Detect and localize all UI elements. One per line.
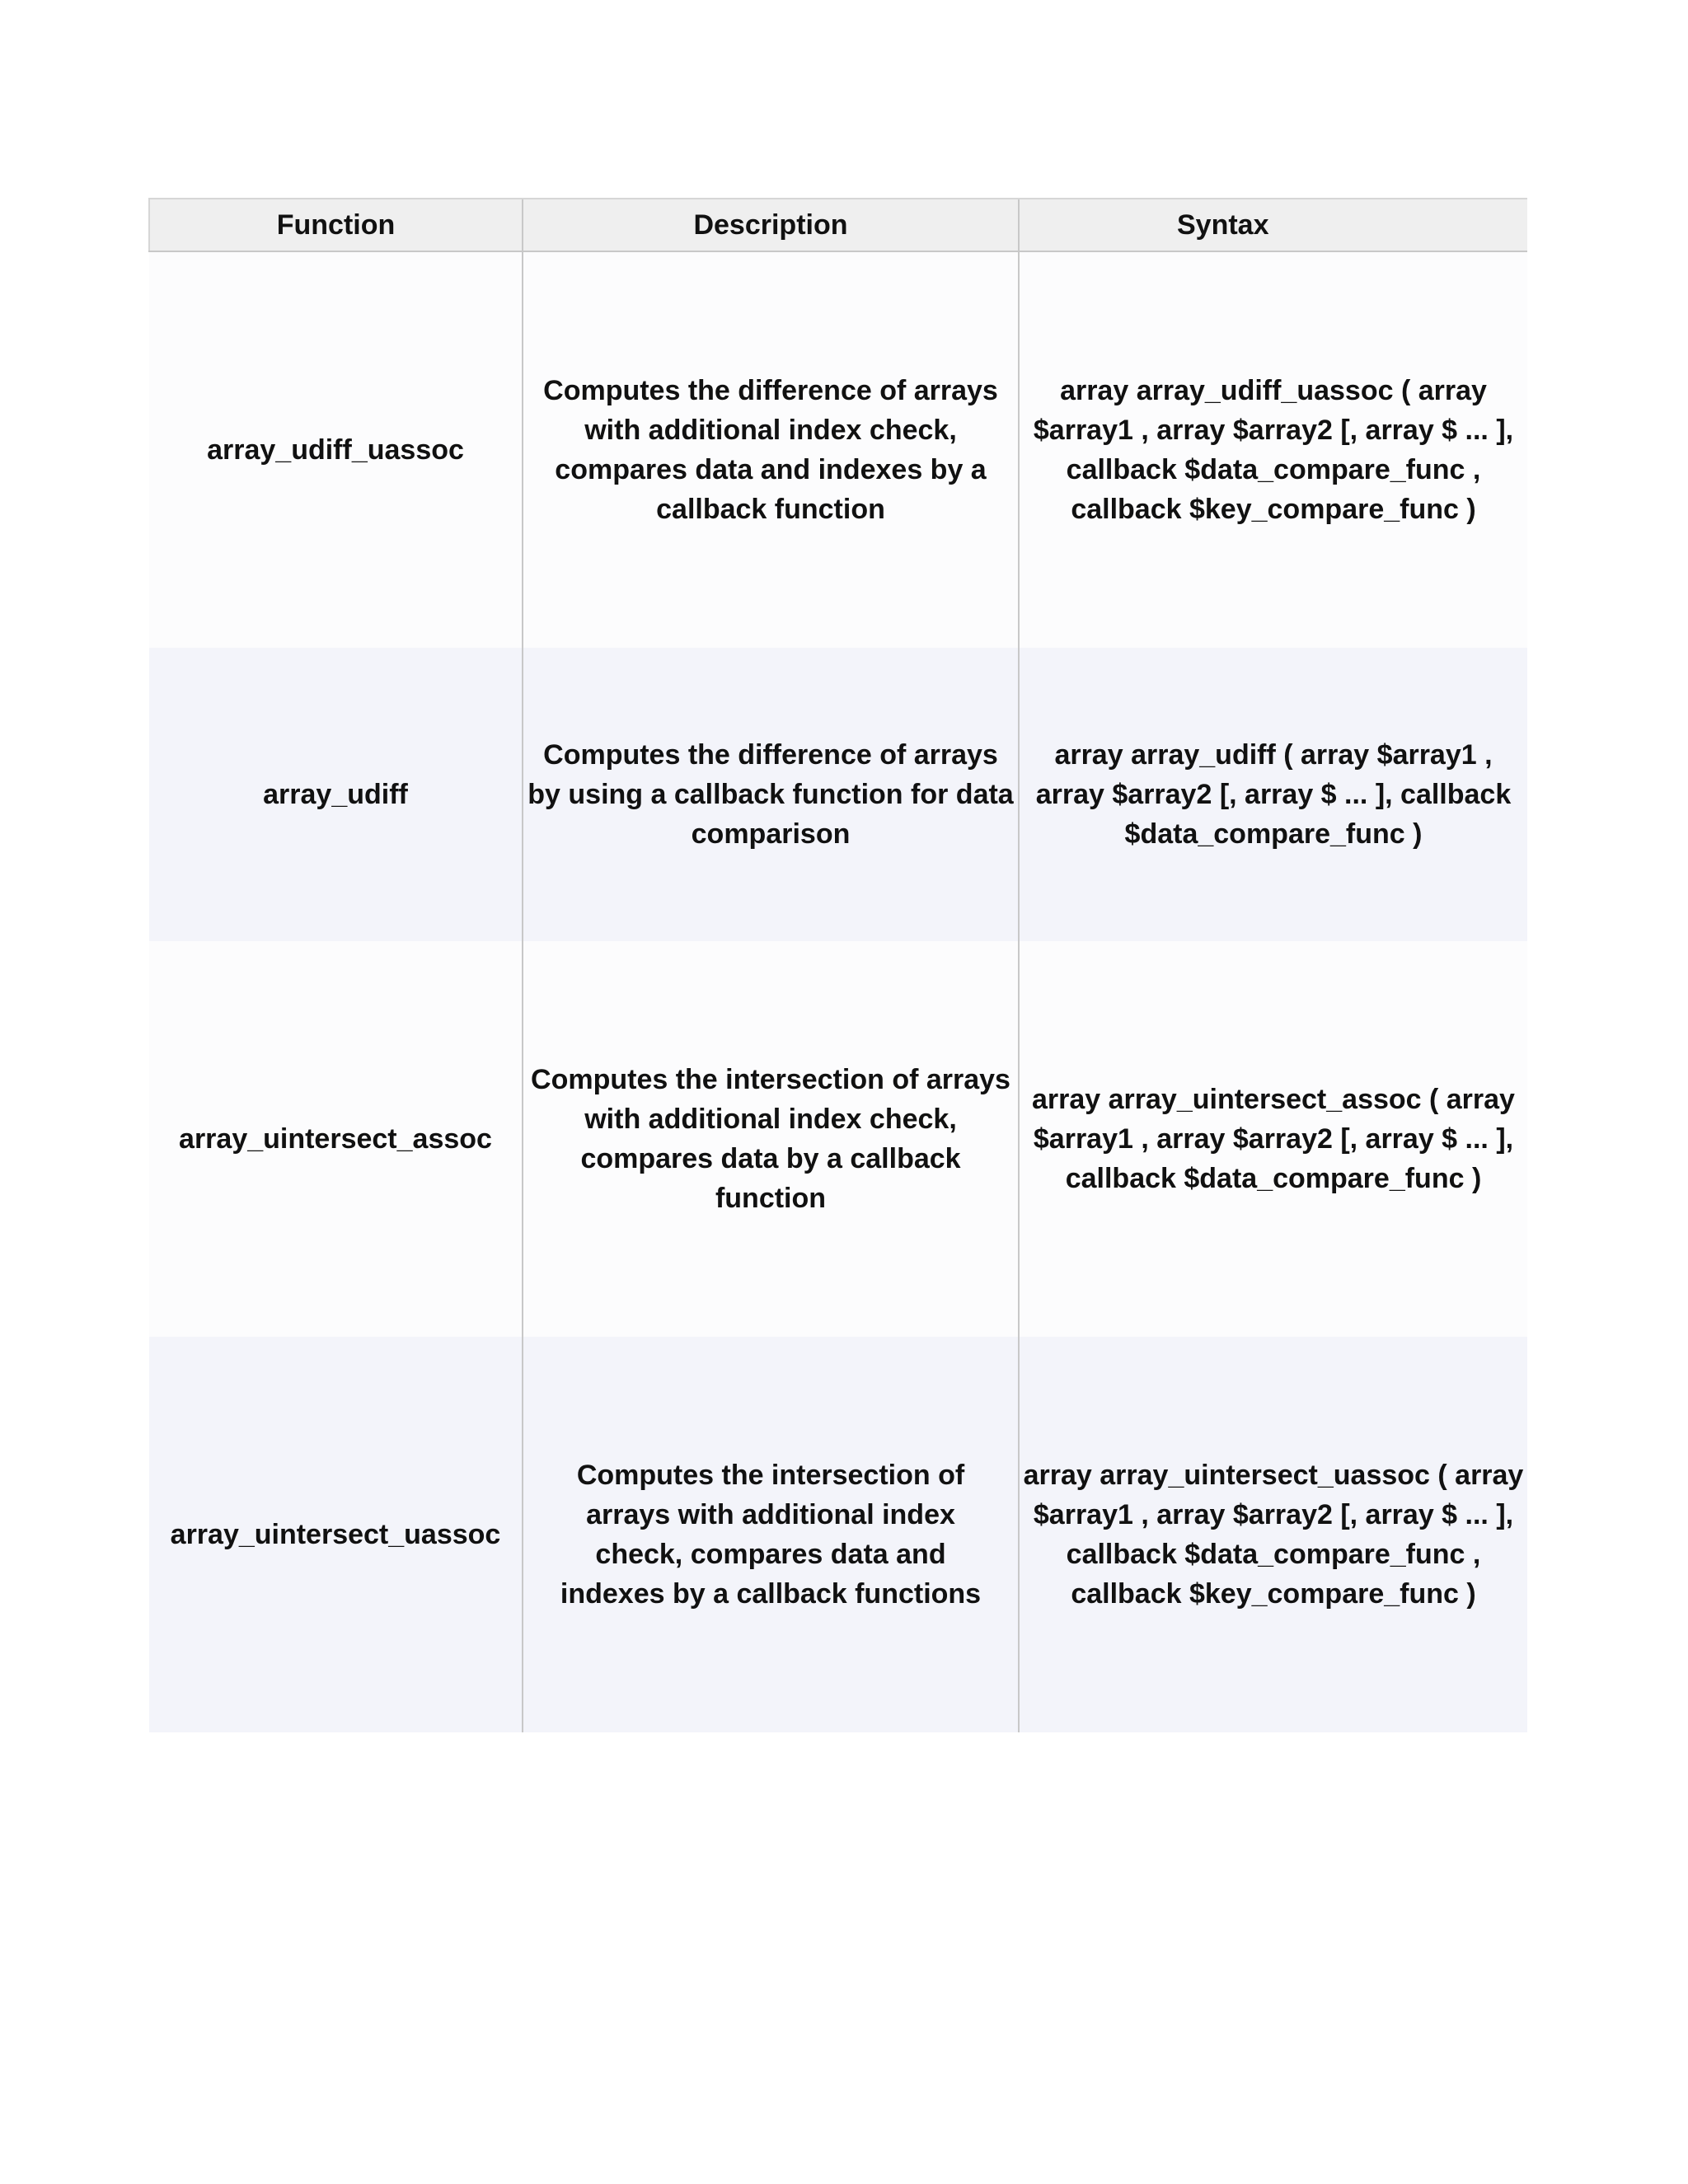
table-row [149, 648, 1527, 941]
table-header [149, 199, 1527, 251]
table-body [149, 251, 1527, 1732]
cell-function [149, 251, 523, 648]
function-syntax: array array_uintersect_assoc ( array $array1 , array $array2 [, array $ ... ], callback $data_compare_func ) [1032, 1084, 1515, 1194]
cell-description [523, 648, 1019, 941]
function-name: array_udiff [263, 779, 408, 810]
function-description: Computes the intersection of arrays with additional index check, compares data by a callback function [531, 1064, 1010, 1214]
table-row [149, 1337, 1527, 1732]
cell-syntax [1019, 941, 1527, 1337]
table-row [149, 251, 1527, 648]
function-description: Computes the difference of arrays with additional index check, compares data and indexes by a callback function [543, 375, 998, 525]
cell-function [149, 648, 523, 941]
function-syntax: array array_uintersect_uassoc ( array $array1 , array $array2 [, array $ ... ], callback $data_compare_func , callback $key_compare_func ) [1023, 1460, 1524, 1610]
cell-description [523, 941, 1019, 1337]
cell-function [149, 1337, 523, 1732]
table-row [149, 941, 1527, 1337]
cell-description [523, 251, 1019, 648]
php-functions-table [148, 198, 1527, 1732]
function-syntax: array array_udiff_uassoc ( array $array1 , array $array2 [, array $ ... ], callback $data_compare_func , callback $key_compare_func ) [1033, 375, 1514, 525]
cell-syntax [1019, 648, 1527, 941]
header-row [149, 199, 1527, 251]
function-name: array_uintersect_uassoc [170, 1519, 501, 1550]
cell-syntax [1019, 1337, 1527, 1732]
function-syntax: array array_udiff ( array $array1 , array $array2 [, array $ ... ], callback $data_compare_func ) [1035, 739, 1512, 850]
header-syntax: Syntax [1019, 199, 1527, 251]
cell-syntax [1019, 251, 1527, 648]
header-function: Function [149, 199, 523, 251]
cell-function [149, 941, 523, 1337]
function-description: Computes the difference of arrays by using a callback function for data comparison [528, 739, 1014, 850]
cell-description [523, 1337, 1019, 1732]
function-name: array_uintersect_assoc [179, 1123, 492, 1155]
header-description: Description [523, 199, 1019, 251]
function-description: Computes the intersection of arrays with additional index check, compares data and indexes by a callback functions [560, 1460, 982, 1610]
function-name: array_udiff_uassoc [207, 434, 464, 466]
